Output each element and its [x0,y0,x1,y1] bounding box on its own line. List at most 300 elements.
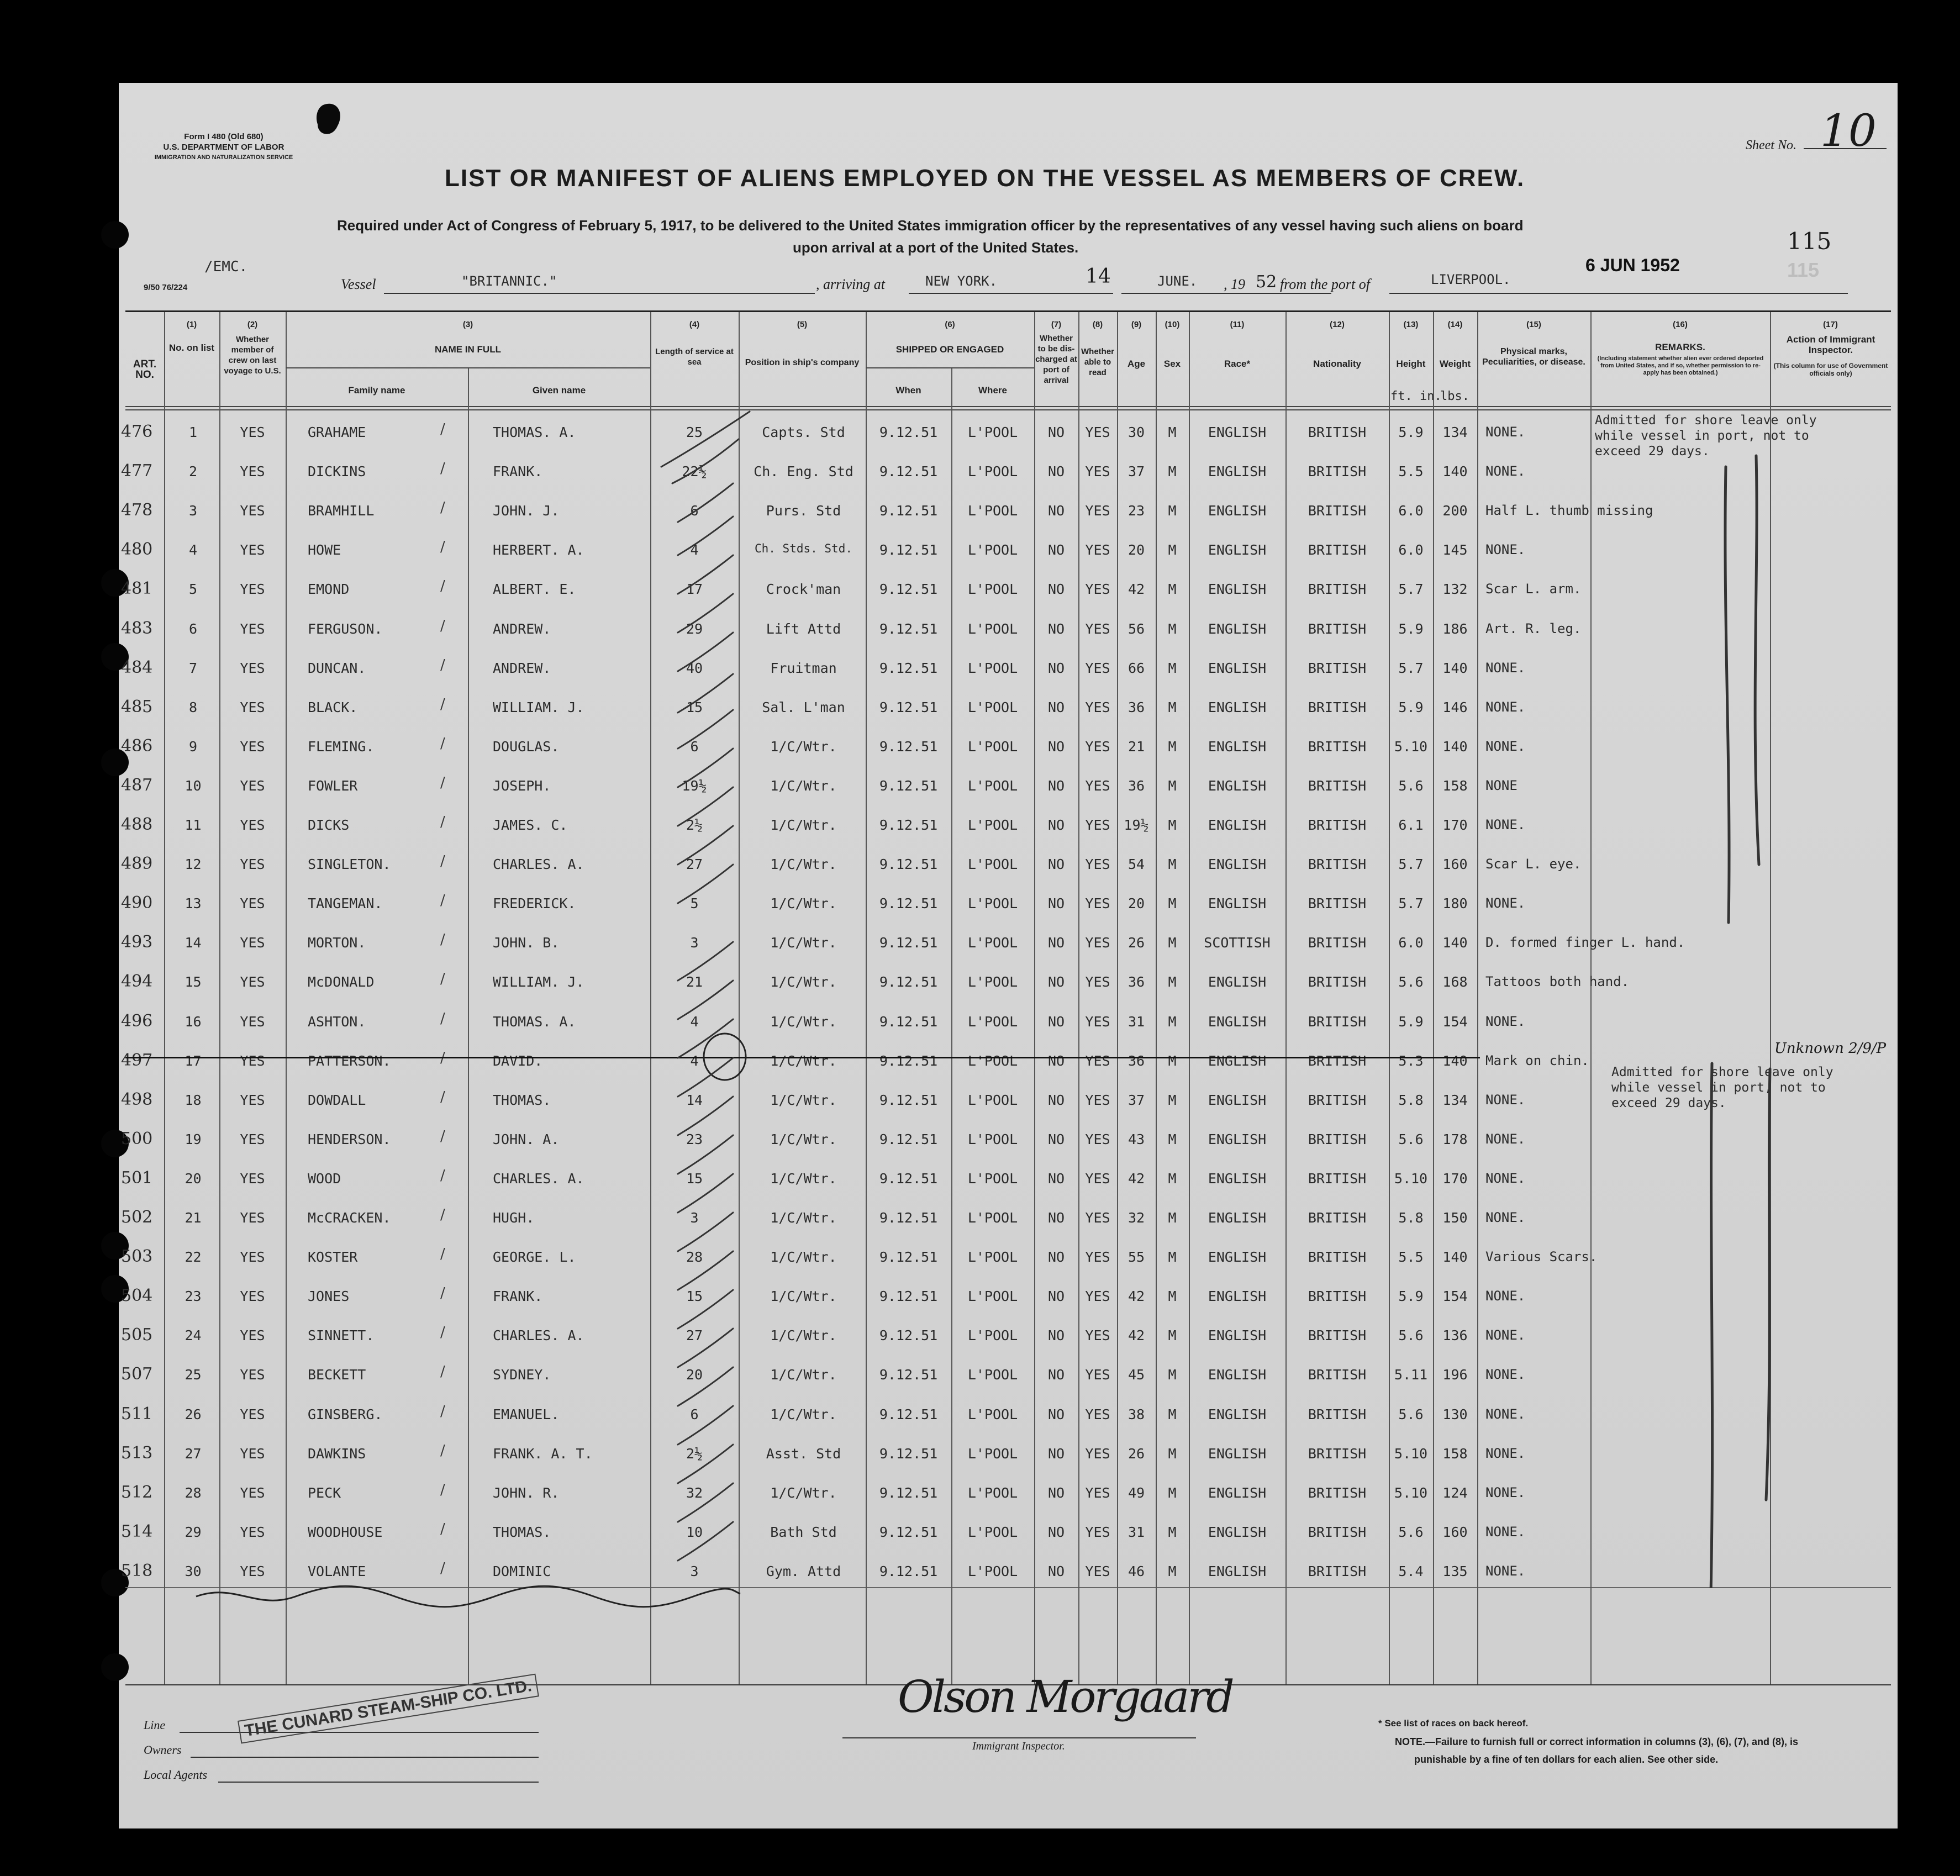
cell-position: 1/C/Wtr. [770,777,837,794]
check-tick-icon: / [440,1403,445,1420]
header-sex: Sex [1163,359,1181,369]
cell-family: DOWDALL [308,1092,366,1108]
cell-length: 15 [686,1288,703,1305]
header-whether-member: Whether member of crew on last voyage to U.S. [224,335,281,376]
cell-marks: Various Scars. [1485,1249,1598,1265]
header-family-name: Family name [348,385,405,396]
cell-family: MORTON. [308,935,366,951]
art-number: 476 [121,422,153,441]
cell-weight: 158 [1442,1445,1468,1462]
cell-read: YES [1085,503,1110,519]
cell-when: 9.12.51 [879,817,938,833]
cell-sex: M [1168,935,1177,951]
cell-height: 5.9 [1398,1013,1424,1030]
cell-nationality: BRITISH [1308,542,1367,558]
sheet-label: Sheet No. [1746,138,1796,152]
art-number: 514 [121,1521,153,1541]
col-num: (13) [1403,320,1419,329]
cell-position: Ch. Eng. Std [754,463,853,480]
cell-length: 5 [690,895,699,912]
cell-discharged: NO [1047,660,1065,676]
cell-when: 9.12.51 [879,1445,938,1462]
cell-no: 14 [185,935,202,951]
cell-age: 36 [1127,699,1145,715]
cell-discharged: NO [1047,1170,1065,1187]
remarks-shore-leave-1: Admitted for shore leave only while vessel in port, not to exceed 29 days. [1595,413,1817,459]
cell-yes: YES [240,1052,265,1069]
check-tick-icon: / [440,1010,445,1027]
art-number: 501 [121,1168,153,1188]
cell-position: 1/C/Wtr. [770,1367,837,1383]
cell-given: DOUGLAS. [493,738,560,755]
cell-given: GEORGE. L. [493,1249,576,1266]
header-action-note: (This column for use of Government officials only) [1773,362,1888,377]
cell-read: YES [1085,1052,1110,1069]
col-rule [164,312,165,1684]
vessel-label: Vessel [341,276,376,292]
cell-family: JONES [308,1288,350,1305]
cell-height: 5.7 [1398,660,1424,676]
cell-when: 9.12.51 [879,1406,938,1422]
cell-no: 27 [185,1445,202,1462]
cell-discharged: NO [1047,463,1065,480]
length-column-checkmarks [656,406,755,1588]
cell-where: L'POOL [967,1210,1018,1226]
cell-sex: M [1168,1249,1177,1266]
cell-position: Asst. Std [766,1445,841,1462]
cell-age: 66 [1127,660,1145,676]
cell-where: L'POOL [967,1484,1018,1501]
action-note-row14: Unknown 2/9/P [1774,1040,1887,1057]
art-number: 488 [121,815,153,834]
cell-age: 45 [1127,1367,1145,1383]
cell-no: 25 [185,1367,202,1383]
cell-family: DICKS [308,817,350,833]
cell-no: 9 [188,738,198,755]
col-num: (1) [186,320,197,329]
cell-yes: YES [240,1367,265,1383]
cell-marks: NONE. [1485,738,1526,754]
cell-read: YES [1085,1445,1110,1462]
shipped-subheader-rule [866,367,1034,368]
check-tick-icon: / [440,1481,445,1498]
cell-weight: 170 [1442,817,1468,833]
cell-sex: M [1168,660,1177,676]
cell-age: 26 [1127,1445,1145,1462]
cell-sex: M [1168,620,1177,637]
cell-marks: Half L. thumb missing [1485,503,1653,519]
cell-given: JOHN. A. [493,1131,560,1147]
cell-where: L'POOL [967,777,1018,794]
cell-where: L'POOL [967,660,1018,676]
cell-marks: NONE. [1485,1288,1526,1304]
cell-family: PECK [308,1484,341,1501]
cell-discharged: NO [1047,738,1065,755]
cell-yes: YES [240,738,265,755]
art-number: 507 [121,1364,153,1384]
cell-no: 7 [188,660,198,676]
check-tick-icon: / [440,1324,445,1341]
cell-age: 42 [1127,1288,1145,1305]
col-rule [650,312,651,1684]
cell-age: 20 [1127,542,1145,558]
cell-read: YES [1085,620,1110,637]
cell-no: 6 [188,620,198,637]
check-tick-icon: / [440,931,445,948]
header-nationality: Nationality [1313,359,1361,369]
cell-sex: M [1168,1131,1177,1147]
cell-nationality: BRITISH [1308,1406,1367,1422]
art-number: 490 [121,893,153,913]
cell-nationality: BRITISH [1308,1524,1367,1540]
manifest-sheet [119,83,1898,1828]
cell-no: 13 [185,895,202,912]
cell-age: 42 [1127,1170,1145,1187]
cell-position: Capts. Std [762,424,845,440]
cell-discharged: NO [1047,856,1065,873]
cell-nationality: BRITISH [1308,817,1367,833]
cell-nationality: BRITISH [1308,699,1367,715]
cell-position: 1/C/Wtr. [770,895,837,912]
cell-height: 5.6 [1398,1524,1424,1540]
cell-sex: M [1168,777,1177,794]
cell-where: L'POOL [967,1445,1018,1462]
art-number: 511 [121,1404,153,1424]
cell-length: 27 [686,856,703,873]
cell-height: 5.7 [1398,856,1424,873]
cell-marks: NONE. [1485,542,1526,558]
cell-where: L'POOL [967,738,1018,755]
cell-race: ENGLISH [1208,1013,1267,1030]
cell-height: 5.6 [1398,1327,1424,1344]
cell-family: GINSBERG. [308,1406,383,1422]
cell-position: 1/C/Wtr. [770,1013,837,1030]
cell-when: 9.12.51 [879,463,938,480]
cell-length: 3 [690,1563,699,1579]
cell-read: YES [1085,1524,1110,1540]
vessel-name: "BRITANNIC." [461,273,557,289]
port-underline [909,293,1113,294]
cell-marks: Mark on chin. [1485,1052,1589,1068]
cell-no: 30 [185,1563,202,1579]
cell-given: CHARLES. A. [493,1327,584,1344]
cell-weight: 154 [1442,1288,1468,1305]
cell-weight: 196 [1442,1367,1468,1383]
cell-discharged: NO [1047,817,1065,833]
cell-nationality: BRITISH [1308,424,1367,440]
cell-marks: Scar L. eye. [1485,856,1582,872]
check-tick-icon: / [440,1520,445,1537]
art-number: 504 [121,1286,153,1306]
remarks-pencil-strokes [1590,406,1891,1588]
cunard-stamp: THE CUNARD STEAM-SHIP CO. LTD. [238,1674,539,1744]
form-service: IMMIGRATION AND NATURALIZATION SERVICE [154,154,293,161]
cell-nationality: BRITISH [1308,660,1367,676]
cell-read: YES [1085,1327,1110,1344]
header-shipped: SHIPPED OR ENGAGED [895,344,1004,355]
cell-given: JOSEPH. [493,777,551,794]
cell-when: 9.12.51 [879,738,938,755]
cell-discharged: NO [1047,1445,1065,1462]
cell-where: L'POOL [967,424,1018,440]
header-action: Action of Immigrant Inspector. [1786,334,1875,355]
cell-weight: 154 [1442,1013,1468,1030]
cell-length: 6 [690,1406,699,1422]
cell-where: L'POOL [967,817,1018,833]
form-number: Form I 480 (Old 680) [184,132,264,141]
cell-read: YES [1085,463,1110,480]
cell-position: Lift Attd [766,620,841,637]
cell-when: 9.12.51 [879,895,938,912]
cell-sex: M [1168,1563,1177,1579]
cell-read: YES [1085,1013,1110,1030]
cell-read: YES [1085,424,1110,440]
cell-nationality: BRITISH [1308,1092,1367,1108]
cell-marks: D. formed finger L. hand. [1485,935,1685,951]
cell-age: 32 [1127,1210,1145,1226]
cell-length: 32 [686,1484,703,1501]
cell-nationality: BRITISH [1308,1131,1367,1147]
cell-where: L'POOL [967,1563,1018,1579]
cell-height: 6.0 [1398,935,1424,951]
cell-sex: M [1168,738,1177,755]
cell-race: ENGLISH [1208,542,1267,558]
cell-read: YES [1085,1210,1110,1226]
cell-given: WILLIAM. J. [493,699,584,715]
cell-family: DICKINS [308,463,366,480]
subtitle-line-2: upon arrival at a port of the United States. [793,239,1079,256]
cell-height: 6.0 [1398,503,1424,519]
signature-underline [842,1737,1196,1738]
cell-age: 36 [1127,777,1145,794]
cell-when: 9.12.51 [879,1013,938,1030]
cell-when: 9.12.51 [879,1484,938,1501]
cell-age: 36 [1127,1052,1145,1069]
cell-yes: YES [240,777,265,794]
cell-discharged: NO [1047,503,1065,519]
cell-marks: NONE. [1485,1131,1526,1147]
cell-length: 15 [686,699,703,715]
cell-position: 1/C/Wtr. [770,856,837,873]
cell-yes: YES [240,699,265,715]
cell-yes: YES [240,463,265,480]
cell-sex: M [1168,1092,1177,1108]
arriving-label: , arriving at [816,276,885,292]
cell-age: 26 [1127,935,1145,951]
cell-when: 9.12.51 [879,1210,938,1226]
arrival-port: NEW YORK. [925,273,998,289]
cell-when: 9.12.51 [879,620,938,637]
art-number: 478 [121,500,153,520]
cell-read: YES [1085,1563,1110,1579]
cell-when: 9.12.51 [879,542,938,558]
cell-marks: NONE. [1485,1013,1526,1029]
cell-age: 37 [1127,1092,1145,1108]
check-tick-icon: / [440,617,445,634]
art-number: 481 [121,579,153,599]
cell-family: HOWE [308,542,341,558]
cell-race: ENGLISH [1208,974,1267,990]
cell-given: FREDERICK. [493,895,576,912]
cell-position: 1/C/Wtr. [770,974,837,990]
col-num: (11) [1230,320,1245,329]
cell-yes: YES [240,1092,265,1108]
form-department: U.S. DEPARTMENT OF LABOR [163,143,284,152]
cell-yes: YES [240,424,265,440]
cell-given: HERBERT. A. [493,542,584,558]
cell-marks: Art. R. leg. [1485,620,1582,636]
cell-marks: NONE. [1485,1210,1526,1225]
cell-when: 9.12.51 [879,1170,938,1187]
cell-race: ENGLISH [1208,1406,1267,1422]
cell-length: 40 [686,660,703,676]
art-number: 518 [121,1561,153,1580]
cell-height: 5.9 [1398,699,1424,715]
name-subheader-rule [286,367,650,368]
cell-no: 18 [185,1092,202,1108]
cell-given: JOHN. R. [493,1484,560,1501]
cell-yes: YES [240,974,265,990]
cell-weight: 134 [1442,1092,1468,1108]
cell-when: 9.12.51 [879,777,938,794]
cell-discharged: NO [1047,699,1065,715]
cell-position: 1/C/Wtr. [770,817,837,833]
cell-position: 1/C/Wtr. [770,935,837,951]
art-number: 484 [121,657,153,677]
cell-marks: NONE. [1485,895,1526,911]
cell-when: 9.12.51 [879,1288,938,1305]
cell-position: 1/C/Wtr. [770,1170,837,1187]
cell-marks: NONE. [1485,1484,1526,1500]
cell-sex: M [1168,424,1177,440]
cell-weight: 134 [1442,424,1468,440]
cell-marks: NONE. [1485,699,1526,715]
cell-given: THOMAS. [493,1524,551,1540]
header-remarks: REMARKS. [1655,342,1705,352]
cell-given: ANDREW. [493,620,551,637]
cell-marks: NONE. [1485,817,1526,832]
cell-nationality: BRITISH [1308,1249,1367,1266]
cell-length: 23 [686,1131,703,1147]
cell-age: 31 [1127,1013,1145,1030]
header-height: Height [1396,359,1426,369]
cell-read: YES [1085,1131,1110,1147]
cell-yes: YES [240,1563,265,1579]
cell-length: 29 [686,620,703,637]
arrival-month: JUNE. [1157,273,1198,289]
height-unit: ft. in. [1390,389,1442,403]
col-num: (12) [1330,320,1345,329]
cell-sex: M [1168,699,1177,715]
cell-discharged: NO [1047,1092,1065,1108]
page-title: LIST OR MANIFEST OF ALIENS EMPLOYED ON THE VESSEL AS MEMBERS OF CREW. [445,165,1525,192]
cell-race: ENGLISH [1208,424,1267,440]
cell-sex: M [1168,503,1177,519]
cell-read: YES [1085,660,1110,676]
cell-family: VOLANTE [308,1563,366,1579]
cell-weight: 132 [1442,581,1468,598]
cell-position: Gym. Attd [766,1563,841,1579]
check-tick-icon: / [440,735,445,752]
cell-weight: 124 [1442,1484,1468,1501]
cell-no: 12 [185,856,202,873]
cell-age: 31 [1127,1524,1145,1540]
cell-given: THOMAS. A. [493,424,576,440]
cell-given: DAVID. [493,1052,543,1069]
cell-family: WOODHOUSE [308,1524,383,1540]
list-end-wavy-line [191,1580,743,1613]
cell-family: DAWKINS [308,1445,366,1462]
cell-marks: Scar L. arm. [1485,581,1582,597]
cell-where: L'POOL [967,1367,1018,1383]
cell-age: 43 [1127,1131,1145,1147]
cell-no: 28 [185,1484,202,1501]
cell-given: JAMES. C. [493,817,568,833]
cell-height: 5.9 [1398,1288,1424,1305]
cell-family: BLACK. [308,699,358,715]
cell-when: 9.12.51 [879,581,938,598]
cell-where: L'POOL [967,1052,1018,1069]
check-tick-icon: / [440,1442,445,1459]
cell-when: 9.12.51 [879,1131,938,1147]
cell-family: McDONALD [308,974,375,990]
cell-height: 5.6 [1398,974,1424,990]
note-line-2: punishable by a fine of ten dollars for each alien. See other side. [1414,1754,1719,1765]
art-number: 486 [121,736,153,756]
cell-sex: M [1168,581,1177,598]
cell-position: 1/C/Wtr. [770,1288,837,1305]
cell-discharged: NO [1047,424,1065,440]
cell-weight: 135 [1442,1563,1468,1579]
cell-family: TANGEMAN. [308,895,383,912]
col-rule [286,312,287,1684]
cell-marks: NONE. [1485,1445,1526,1461]
cell-weight: 180 [1442,895,1468,912]
cell-weight: 170 [1442,1170,1468,1187]
cell-race: ENGLISH [1208,1563,1267,1579]
cell-position: 1/C/Wtr. [770,1327,837,1344]
cell-when: 9.12.51 [879,699,938,715]
cell-where: L'POOL [967,620,1018,637]
remarks-shore-leave-2: Admitted for shore leave only while vessel in port, not to exceed 29 days. [1611,1065,1833,1110]
cell-discharged: NO [1047,1052,1065,1069]
cell-discharged: NO [1047,1406,1065,1422]
cell-race: ENGLISH [1208,1052,1267,1069]
col-num: (10) [1165,320,1180,329]
check-tick-icon: / [440,1246,445,1263]
header-given-name: Given name [532,385,586,396]
from-port-underline [1389,293,1848,294]
cell-no: 26 [185,1406,202,1422]
cell-height: 5.9 [1398,424,1424,440]
arrival-year-suffix: 52 [1256,272,1277,292]
cell-no: 22 [185,1249,202,1266]
cell-weight: 136 [1442,1327,1468,1344]
cell-given: CHARLES. A. [493,856,584,873]
cell-sex: M [1168,542,1177,558]
cell-given: ANDREW. [493,660,551,676]
cell-age: 19½ [1124,817,1149,833]
cell-height: 5.10 [1394,1170,1428,1187]
check-tick-icon: / [440,892,445,909]
header-weight: Weight [1439,359,1471,369]
cell-height: 5.5 [1398,1249,1424,1266]
check-tick-icon: / [440,853,445,870]
subtitle-line-1: Required under Act of Congress of February 5, 1917, to be delivered to the United States immigration officer by the representatives of any vessel having such aliens on board [337,217,1524,234]
cell-length: 25 [686,424,703,440]
cell-where: L'POOL [967,503,1018,519]
col-num: (16) [1673,320,1688,329]
